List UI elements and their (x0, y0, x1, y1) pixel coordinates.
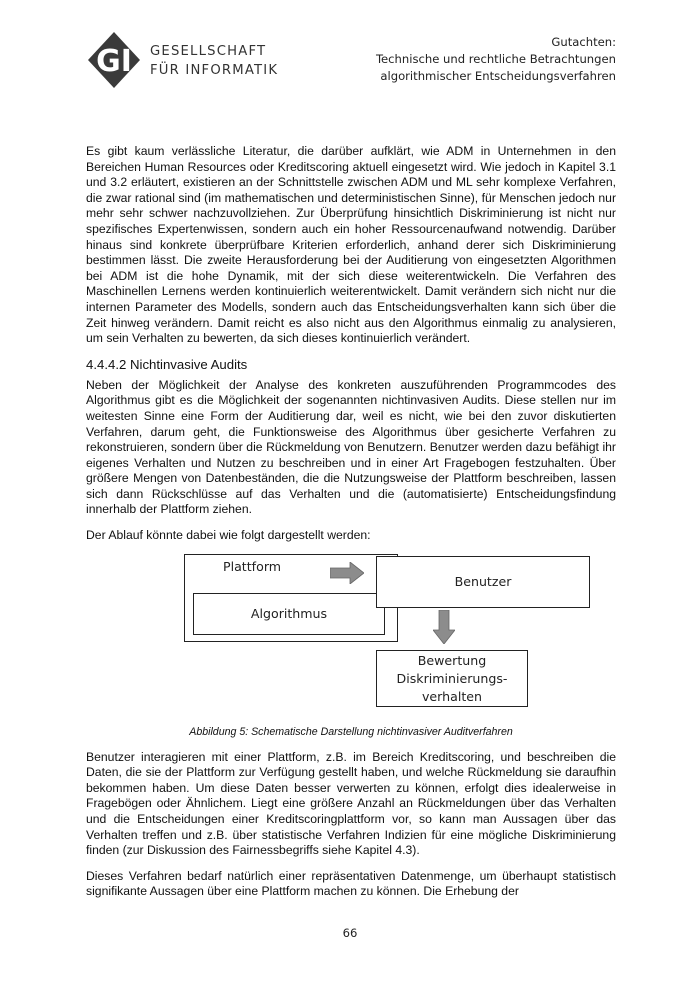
header-line-3: algorithmischer Entscheidungsverfahren (380, 69, 616, 83)
logo-wordmark (150, 42, 278, 80)
paragraph-2: Neben der Möglichkeit der Analyse des konkreten auszuführenden Programmcodes des Algorithmus gibt es die Möglichkeit der sogenannten nichtinvasiven Audits. Diese stellen nur im weitesten Sinne eine Form der Auditierung dar, weil es nicht, wie bei den zuvor diskutierten Verfahren, darum geht, die Funktionsweise des Algorithmus über gesicherte Verfahren zu rekonstruieren, sondern über die Rückmeldung von Benutzern. Benutzer werden dazu befähigt ihr eigenes Verhalten und Nutzen zu beschreiben und in einer Art Fragebogen festzuhalten. Über größere Mengen von Datenbeständen, die die Nutzungsweise der Plattform beschreiben, lassen sich dann Rückschlüsse auf das Verhalten und die (automatisierte) Entscheidungsfindung innerhalb der Plattform ziehen. (86, 377, 616, 517)
evaluation-line-1: Bewertung (417, 652, 487, 668)
evaluation-box (376, 650, 528, 707)
arrow-right-icon (330, 562, 364, 584)
gi-logo (84, 30, 279, 90)
user-label: Benutzer (454, 574, 512, 590)
algorithm-label: Algorithmus (250, 606, 328, 622)
header-document-title (376, 34, 616, 85)
platform-box (184, 554, 398, 642)
header-line-1: Gutachten: (551, 35, 616, 49)
arrow-down-icon (433, 610, 455, 644)
paragraph-3: Der Ablauf könnte dabei wie folgt dargestellt werden: (86, 528, 371, 543)
platform-label: Plattform (223, 558, 282, 574)
logo-line-2: FÜR INFORMATIK (150, 63, 279, 78)
paragraph-4: Benutzer interagieren mit einer Plattform, z.B. im Bereich Kreditscoring, und beschreiben die Daten, die sie der Plattform zur Verfügung gestellt haben, und welche Rückmeldung sie daraufhin bekommen haben. Um diese Daten besser verwerten zu können, erfolgt dies idealerweise in Fragebögen oder Ähnlichem. Liegt eine größere Anzahl an Rückmeldungen über das Verhalten und die Entscheidungen einer Kreditscoringplattform vor, so kann man Aussagen über das Verhalten treffen und z.B. über statistische Verfahren Indizien für eine mögliche Diskriminierung finden (zur Diskussion des Fairnessbegriffs siehe Kapitel 4.3). (86, 749, 616, 858)
gi-logo-letters: GI (96, 44, 132, 79)
page-body (86, 144, 616, 900)
evaluation-line-3: verhalten (421, 688, 483, 704)
figure-caption: Abbildung 5: Schematische Darstellung nichtinvasiver Auditverfahren (189, 725, 513, 738)
logo-line-1: GESELLSCHAFT (150, 44, 267, 59)
header-line-2: Technische und rechtliche Betrachtungen (375, 52, 616, 66)
paragraph-1: Es gibt kaum verlässliche Literatur, die darüber aufklärt, wie ADM in Unternehmen in den Bereichen Human Resources oder Kreditscoring aktuell eingesetzt wird. Wie jedoch in Kapitel 3.1 und 3.2 erläutert, existieren an der Schnittstelle zwischen ADM und ML sehr komplexe Verfahren, die zwar rational sind (im mathematischen und deterministischen Sinne), für Menschen jedoch nur mehr sehr schwer nachzuvollziehen. Zur Überprüfung hinsichtlich Diskriminierung ist nicht nur spezifisches Expertenwissen, sondern auch ein hoher Ressourcenaufwand notwendig. Darüber hinaus sind konkrete überprüfbare Kriterien erforderlich, anhand derer sich Diskriminierung bestimmen lässt. Die zweite Herausforderung bei der Auditierung von eingesetzten Algorithmen bei ADM ist die hohe Dynamik, mit der sich diese weiterentwickeln. Die Verfahren des Maschinellen Lernens werden kontinuierlich weiterentwickelt. Damit verändern sich nicht nur die internen Parameter des Modells, sondern auch das Entscheidungsverhalten kann sich über die Zeit hinweg verändern. Damit reicht es also nicht aus den Algorithmus einmalig zu analysieren, um sein Verhalten zu bewerten, da sich dieses kontinuierlich verändert. (86, 144, 616, 346)
page-number: 66 (342, 926, 358, 940)
algorithm-box (193, 593, 385, 635)
section-heading: 4.4.4.2 Nichtinvasive Audits (86, 356, 248, 372)
audit-diagram (86, 554, 616, 722)
evaluation-line-2: Diskriminierungs- (396, 670, 508, 686)
gi-logo-mark (84, 30, 144, 90)
user-box (376, 556, 590, 608)
paragraph-5: Dieses Verfahren bedarf natürlich einer repräsentativen Datenmenge, um überhaupt statistisch signifikante Aussagen über eine Plattform machen zu können. Die Erhebung der (86, 868, 616, 899)
